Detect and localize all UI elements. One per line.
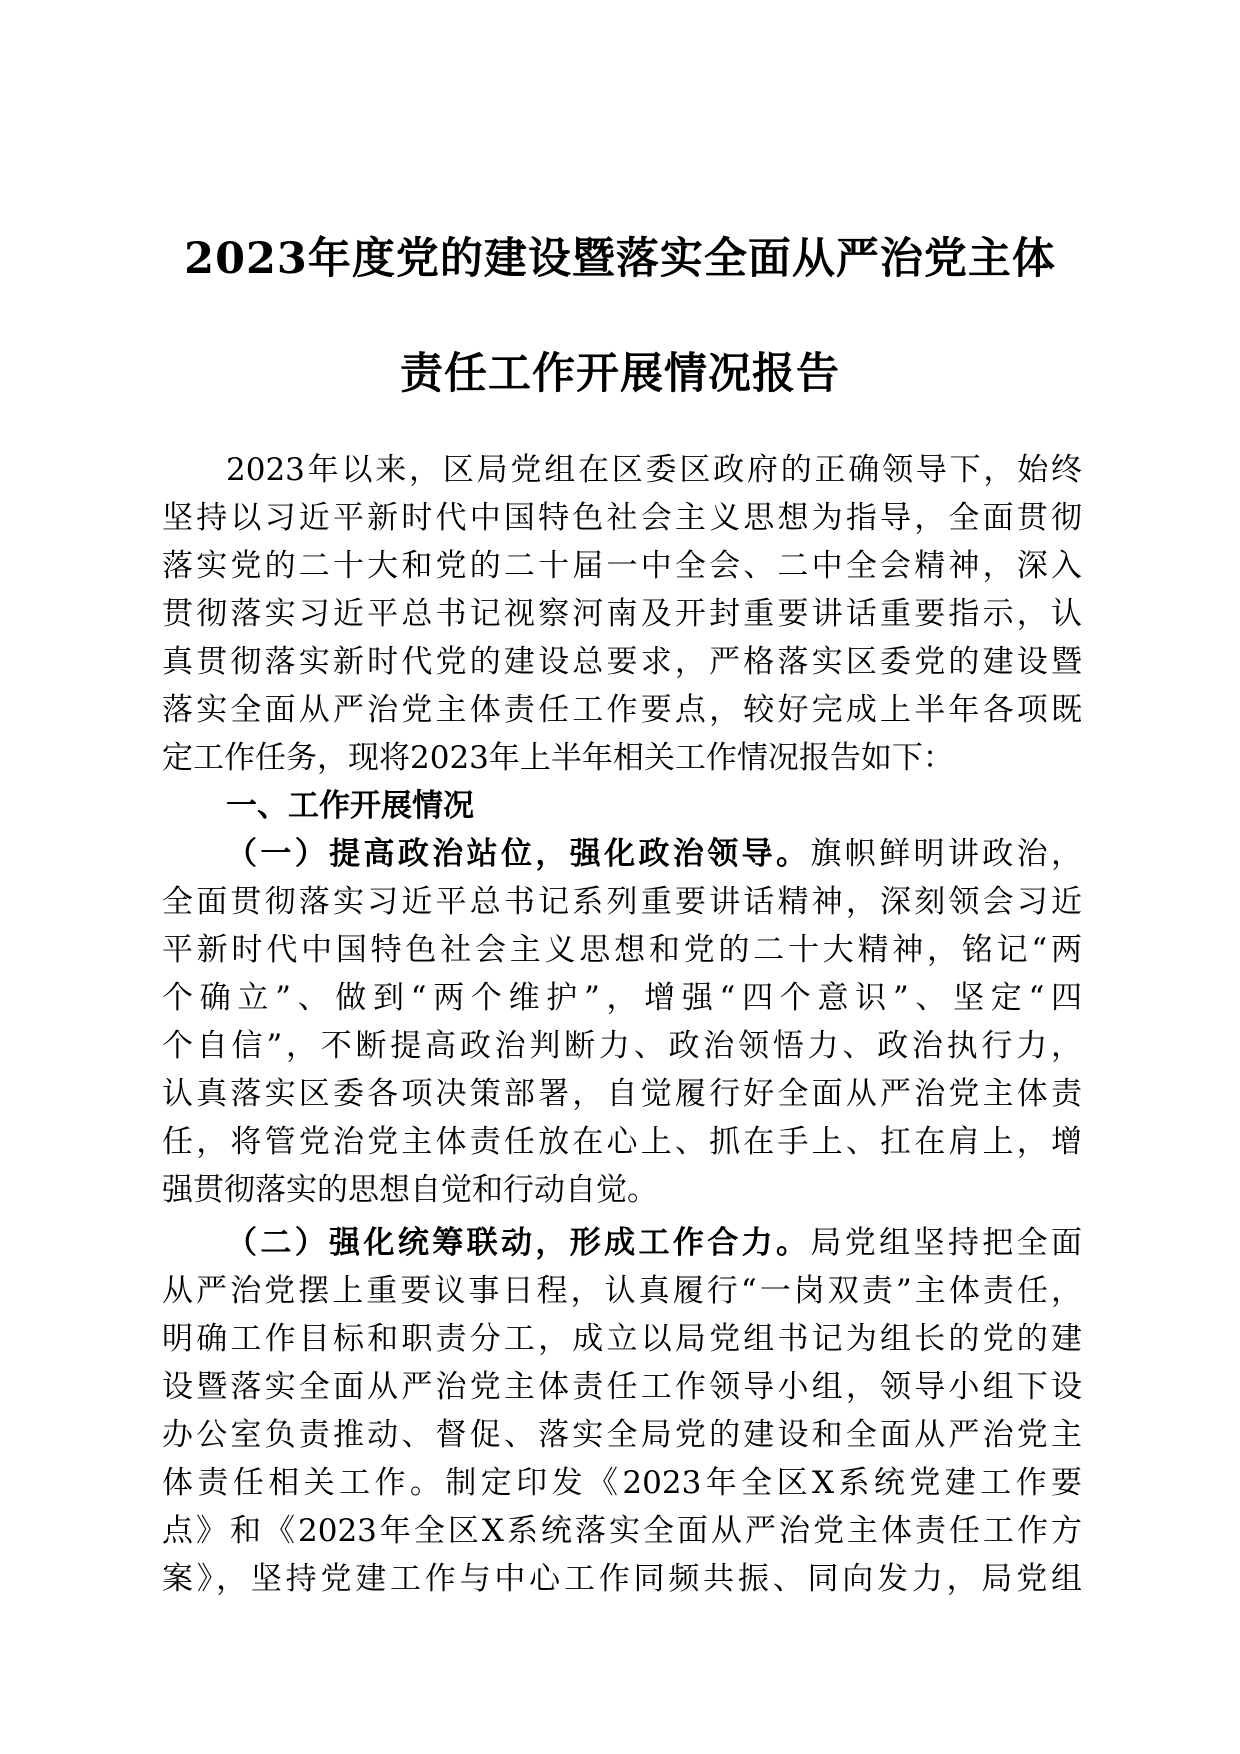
intro-line: 贯彻落实习近平总书记视察河南及开封重要讲话重要指示，认 — [162, 596, 1082, 632]
intro-line: 真贯彻落实新时代党的建设总要求，严格落实区委党的建设暨 — [162, 644, 1082, 680]
para2-lead: （二）强化统筹联动，形成工作合力。 — [226, 1225, 811, 1261]
section-heading: 一、工作开展情况 — [226, 788, 474, 824]
intro-line: 2023年以来，区局党组在区委区政府的正确领导下，始终 — [226, 452, 1082, 488]
para2-line: 点》和《2023年全区X系统落实全面从严治党主体责任工作方 — [162, 1513, 1082, 1549]
para1-line: 强贯彻落实的思想自觉和行动自觉。 — [162, 1172, 658, 1208]
para1-line: 认真落实区委各项决策部署，自觉履行好全面从严治党主体责 — [162, 1076, 1082, 1112]
intro-line: 定工作任务，现将2023年上半年相关工作情况报告如下： — [162, 740, 954, 776]
para2-line: 办公室负责推动、督促、落实全局党的建设和全面从严治党主 — [162, 1417, 1082, 1453]
para1-first-rest: 旗帜鲜明讲政治， — [810, 836, 1082, 872]
para2-first-line — [226, 1219, 1082, 1267]
para1-line: 全面贯彻落实习近平总书记系列重要讲话精神，深刻领会习近 — [162, 884, 1082, 920]
title-line-1: 2023年度党的建设暨落实全面从严治党主体 — [184, 234, 1056, 284]
para1-lead: （一）提高政治站位，强化政治领导。 — [226, 836, 811, 872]
intro-line: 坚持以习近平新时代中国特色社会主义思想为指导，全面贯彻 — [162, 500, 1082, 536]
para1-line: 任，将管党治党主体责任放在心上、抓在手上、扛在肩上，增 — [162, 1124, 1082, 1160]
para2-line: 明确工作目标和职责分工，成立以局党组书记为组长的党的建 — [162, 1321, 1082, 1357]
para1-line: 个自信”，不断提高政治判断力、政治领悟力、政治执行力， — [162, 1028, 1082, 1064]
para2-line: 体责任相关工作。制定印发《2023年全区X系统党建工作要 — [162, 1465, 1082, 1501]
intro-line: 落实全面从严治党主体责任工作要点，较好完成上半年各项既 — [162, 692, 1082, 728]
para1-first-line — [226, 830, 1082, 878]
title-line-2: 责任工作开展情况报告 — [400, 349, 840, 399]
para1-line: 平新时代中国特色社会主义思想和党的二十大精神，铭记“两 — [162, 932, 1082, 968]
para1-line: 个确立”、做到“两个维护”，增强“四个意识”、坚定“四 — [162, 980, 1082, 1016]
intro-line: 落实党的二十大和党的二十届一中全会、二中全会精神，深入 — [162, 548, 1082, 584]
para2-line: 设暨落实全面从严治党主体责任工作领导小组，领导小组下设 — [162, 1369, 1082, 1405]
para2-line: 从严治党摆上重要议事日程，认真履行“一岗双责”主体责任， — [162, 1273, 1082, 1309]
para2-first-rest: 局党组坚持把全面 — [810, 1225, 1082, 1261]
para2-line: 案》，坚持党建工作与中心工作同频共振、同向发力，局党组 — [162, 1561, 1082, 1597]
